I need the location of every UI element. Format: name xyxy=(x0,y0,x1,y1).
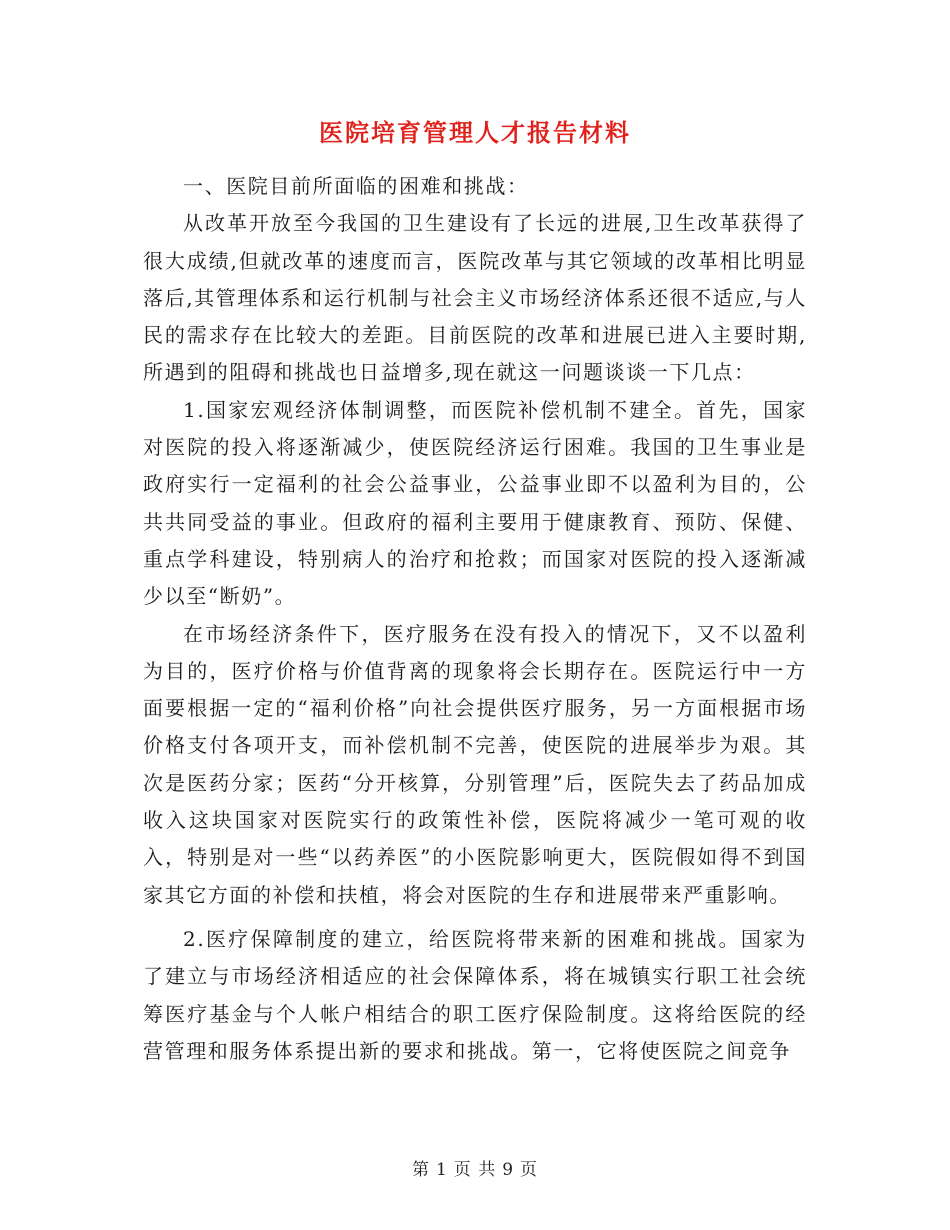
document-title: 医院培育管理人才报告材料 xyxy=(319,119,631,147)
footer-middle: 页 共 xyxy=(453,1160,497,1180)
footer-suffix: 页 xyxy=(520,1160,539,1180)
paragraph-intro: 从改革开放至今我国的卫生建设有了长远的进展,卫生改革获得了很大成绩,但就改革的速度而言，医院改革与其它领域的改革相比明显落后,其管理体系和运行机制与社会主义市场经济体系还很不适应,与人民的需求存在比较大的差距。目前医院的改革和进展已进入主要时期,所遇到的阻碍和挑战也日益增多,现在就这一问题谈谈一下几点： xyxy=(143,211,807,385)
section-heading: 一、医院目前所面临的困难和挑战： xyxy=(183,174,529,198)
paragraph-point-1: 1.国家宏观经济体制调整，而医院补偿机制不建全。首先，国家对医院的投入将逐渐减少，使医院经济运行困难。我国的卫生事业是政府实行一定福利的社会公益事业，公益事业即不以盈利为目的，公共共同受益的事业。但政府的福利主要用于健康教育、预防、保健、重点学科建设，特别病人的治疗和抢救；而国家对医院的投入逐渐减少以至“断奶”。 xyxy=(143,397,807,609)
page-footer xyxy=(0,1155,950,1180)
paragraph-market-economy: 在市场经济条件下，医疗服务在没有投入的情况下，又不以盈利为目的，医疗价格与价值背离的现象将会长期存在。医院运行中一方面要根据一定的“福利价格”向社会提供医疗服务，另一方面根据市场价格支付各项开支，而补偿机制不完善，使医院的进展举步为艰。其次是医药分家；医药“分开核算，分别管理”后，医院失去了药品加成收入这块国家对医院实行的政策性补偿，医院将减少一笔可观的收入，特别是对一些“以药养医”的小医院影响更大，医院假如得不到国家其它方面的补偿和扶植，将会对医院的生存和进展带来严重影响。 xyxy=(143,621,807,907)
footer-total-pages: 9 xyxy=(502,1160,515,1180)
document-body xyxy=(143,168,807,1070)
footer-page-number: 1 xyxy=(435,1160,448,1180)
paragraph-point-2: 2.医疗保障制度的建立，给医院将带来新的困难和挑战。国家为了建立与市场经济相适应的社会保障体系，将在城镇实行职工社会统筹医疗基金与个人帐户相结合的职工医疗保险制度。这将给医院的经营管理和服务体系提出新的要求和挑战。第一，它将使医院之间竞争 xyxy=(143,926,807,1063)
footer-prefix: 第 xyxy=(411,1160,430,1180)
